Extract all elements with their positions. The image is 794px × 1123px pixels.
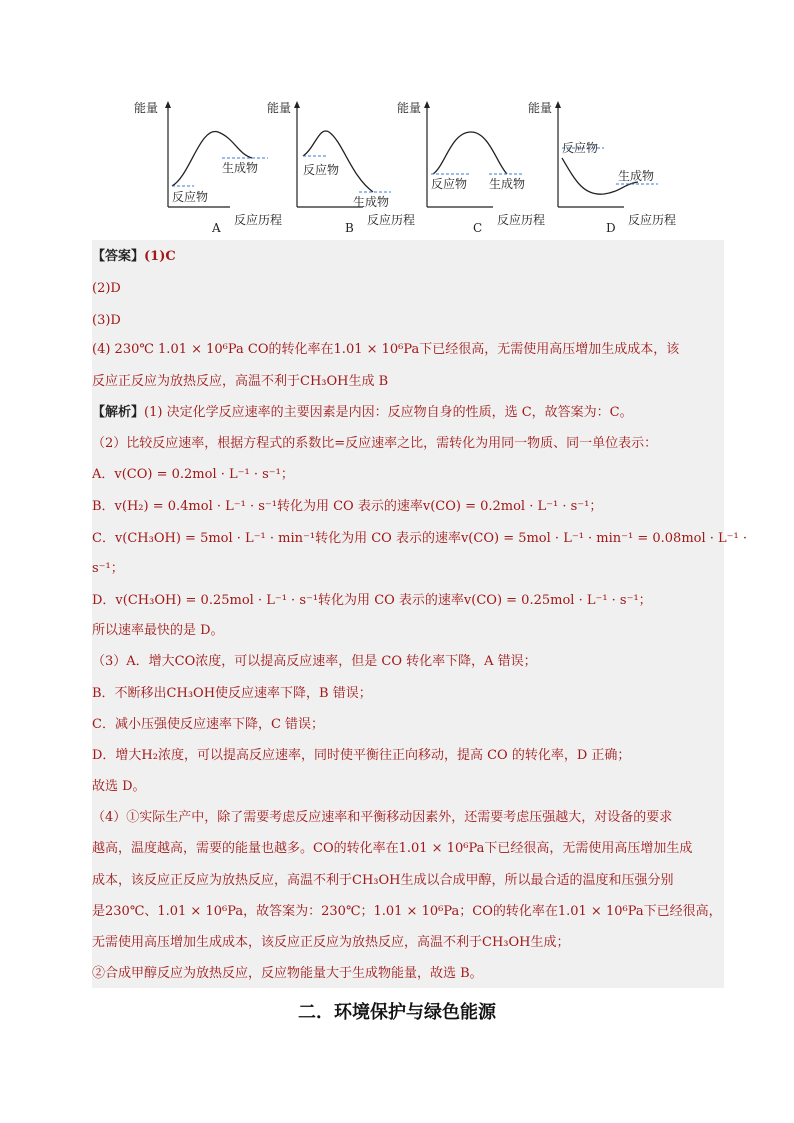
analysis-line-10: B．不断移出CH₃OH使反应速率下降，B 错误； (92, 686, 372, 701)
analysis-line-12: D．增大H₂浓度，可以提高反应速率，同时使平衡往正向移动，提高 CO 的转化率，D 正确； (92, 748, 631, 763)
y-axis-label: 能量 (267, 101, 292, 115)
answer-line-4a: (4) 230℃ 1.01 × 10⁶Pa CO的转化率在1.01 × 10⁶Pa下已经很高，无需使用高压增加生成成本，该 (92, 342, 680, 357)
analysis-line-1: 【解析】(1) 决定化学反应速率的主要因素是内因：反应物自身的性质，选 C，故答案为：C。 (92, 405, 633, 420)
energy-diagram-b (263, 96, 416, 236)
x-axis-label: 反应历程 (497, 213, 546, 227)
x-axis-label: 反应历程 (628, 213, 677, 227)
analysis-line-11: C．减小压强使反应速率下降，C 错误； (92, 717, 325, 732)
answer-line-1: 【答案】(1)C (92, 249, 176, 264)
diagram-letter: A (212, 221, 221, 235)
x-axis-label: 反应历程 (367, 213, 416, 227)
energy-diagram-d (524, 96, 677, 236)
reactant-label: 反应物 (303, 163, 340, 177)
analysis-line-7: D．v(CH₃OH) = 0.25mol · L⁻¹ · s⁻¹转化为用 CO 表示的速率v(CO) = 0.25mol · L⁻¹ · s⁻¹； (92, 593, 652, 608)
diagram-letter: B (345, 221, 354, 235)
analysis-line-3: A．v(CO) = 0.2mol · L⁻¹ · s⁻¹； (92, 467, 294, 482)
analysis-line-2: （2）比较反应速率，根据方程式的系数比=反应速率之比，需转化为用同一物质、同一单位表示： (92, 436, 658, 451)
energy-diagrams-row (130, 96, 690, 236)
analysis-tag: 【解析】 (92, 405, 145, 420)
analysis-line-17: 是230℃、1.01 × 10⁶Pa，故答案为：230℃；1.01 × 10⁶Pa；CO的转化率在1.01 × 10⁶Pa下已经很高， (92, 904, 722, 919)
analysis-line-5: C．v(CH₃OH) = 5mol · L⁻¹ · min⁻¹转化为用 CO 表示的速率v(CO) = 5mol · L⁻¹ · min⁻¹ = 0.08mol · L⁻¹ · (92, 531, 748, 546)
energy-diagram-a (130, 96, 283, 236)
answer-tag: 【答案】 (92, 249, 145, 264)
answer-line-4b: 反应正反应为放热反应，高温不利于CH₃OH生成 B (92, 374, 389, 389)
diagram-letter: C (473, 221, 483, 235)
answer-line-3: (3)D (92, 313, 121, 328)
product-label: 生成物 (222, 161, 259, 175)
reactant-label: 反应物 (562, 141, 599, 155)
x-axis-label: 反应历程 (234, 213, 283, 227)
y-axis-label: 能量 (528, 101, 553, 115)
analysis-line-18: 无需使用高压增加生成成本，该反应正反应为放热反应，高温不利于CH₃OH生成； (92, 935, 570, 950)
analysis-line-6: s⁻¹； (92, 561, 124, 576)
analysis-line-14: （4）①实际生产中，除了需要考虑反应速率和平衡移动因素外，还需要考虑压强越大，对设备的要求 (92, 810, 673, 825)
product-label: 生成物 (618, 169, 655, 183)
analysis-line-19: ②合成甲醇反应为放热反应，反应物能量大于生成物能量，故选 B。 (92, 966, 483, 981)
y-axis-label: 能量 (134, 101, 159, 115)
energy-diagram-c (393, 96, 546, 236)
analysis-line-13: 故选 D。 (92, 779, 146, 794)
answer-line-2: (2)D (92, 281, 121, 296)
analysis-line-16: 成本，该反应正反应为放热反应，高温不利于CH₃OH生成以合成甲醇，所以最合适的温度和压强分别 (92, 873, 674, 888)
reactant-label: 反应物 (431, 177, 468, 191)
analysis-line-4: B．v(H₂) = 0.4mol · L⁻¹ · s⁻¹转化为用 CO 表示的速率v(CO) = 0.2mol · L⁻¹ · s⁻¹； (92, 499, 603, 514)
y-axis-label: 能量 (397, 101, 422, 115)
product-label: 生成物 (489, 177, 526, 191)
diagram-letter: D (606, 221, 616, 235)
section-heading: 二．环境保护与绿色能源 (298, 1002, 496, 1023)
analysis-line-15: 越高，温度越高，需要的能量也越多。CO的转化率在1.01 × 10⁶Pa下已经很高，无需使用高压增加生成 (92, 841, 693, 856)
product-label: 生成物 (353, 195, 390, 209)
analysis-line-9: （3）A．增大CO浓度，可以提高反应速率，但是 CO 转化率下降，A 错误； (92, 654, 537, 669)
analysis-line-8: 所以速率最快的是 D。 (92, 623, 224, 638)
reactant-label: 反应物 (172, 190, 209, 204)
